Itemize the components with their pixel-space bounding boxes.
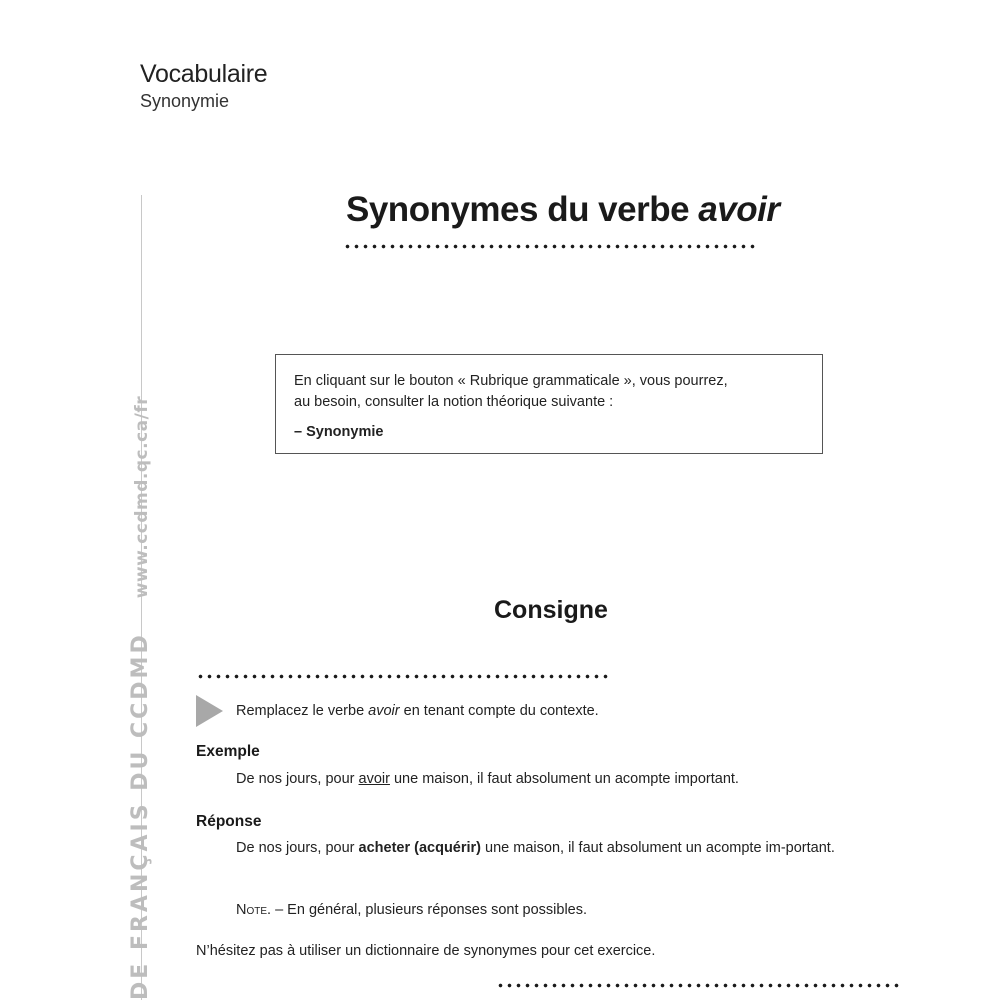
info-box (275, 354, 823, 454)
instruction-text-end: en tenant compte du contexte. (399, 703, 599, 719)
side-url: www.ccdmd.qc.ca/fr (132, 395, 152, 599)
bottom-dotted-rule (496, 983, 902, 988)
exemple-label: Exemple (196, 743, 260, 760)
info-item[interactable]: – Synonymie (294, 424, 384, 440)
closing-text: N’hésitez pas à utiliser un dictionnaire de synonymes pour cet exercice. (196, 943, 656, 959)
reponse-answer: acheter (acquérir) (358, 840, 482, 856)
side-banner (128, 396, 153, 1000)
reponse-text-start: De nos jours, pour (236, 840, 359, 856)
section-title: Vocabulaire (140, 60, 268, 88)
exemple-text-end: une maison, il faut absolument un acompte important. (389, 771, 739, 787)
subsection-title: Synonymie (140, 91, 230, 111)
play-arrow-icon (196, 695, 223, 727)
exemple-text-start: De nos jours, pour (236, 771, 359, 787)
exemple-target-word: avoir (358, 771, 390, 787)
side-brand: DE FRANÇAIS DU CCDMD (128, 632, 153, 1000)
reponse-text-end: une maison, il faut absolument un acompte im-portant. (481, 840, 835, 856)
reponse-sentence (236, 838, 904, 859)
consigne-dotted-rule (196, 674, 610, 679)
instruction-text: Remplacez le verbe (236, 703, 369, 719)
title-dotted-rule (343, 244, 757, 249)
note (236, 900, 587, 921)
title-emphasis: avoir (698, 190, 780, 229)
instruction (236, 701, 599, 722)
page-header (140, 60, 267, 112)
info-line-1: En cliquant sur le bouton « Rubrique grammaticale », vous pourrez, (294, 373, 728, 389)
consigne-heading: Consigne (494, 596, 608, 624)
title-text: Synonymes du verbe (346, 190, 699, 229)
reponse-label: Réponse (196, 813, 262, 830)
note-label: Note. (236, 902, 272, 918)
page-title (346, 190, 779, 230)
note-text: – En général, plusieurs réponses sont possibles. (271, 902, 588, 918)
info-line-2: au besoin, consulter la notion théorique suivante : (294, 394, 614, 410)
exemple-sentence (236, 769, 739, 790)
instruction-emphasis: avoir (368, 703, 400, 719)
